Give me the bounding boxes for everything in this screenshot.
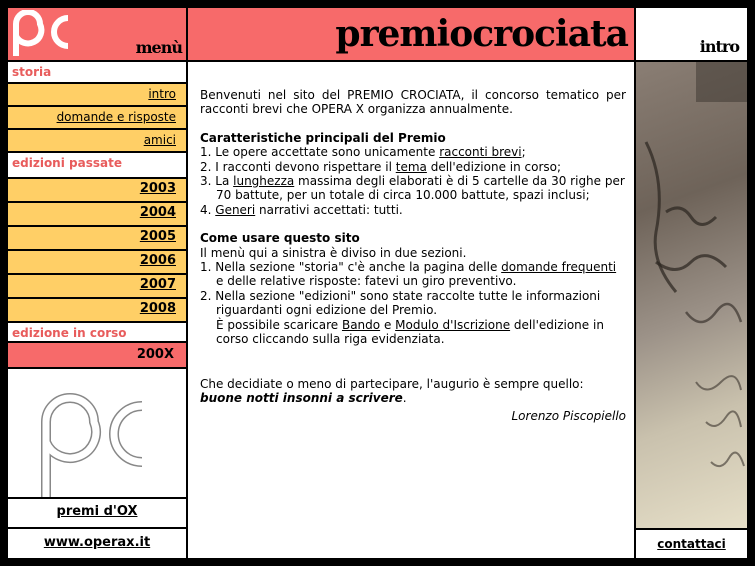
generi-link[interactable]: Generi <box>215 202 256 217</box>
sidebar-item-2006[interactable] <box>8 251 186 273</box>
menu-label: menù <box>135 38 182 57</box>
usage-heading: Come usare questo sito <box>200 231 360 246</box>
intro-paragraph: Benvenuti nel sito del PREMIO CROCIATA, il concorso tematico per racconti brevi che OPERA X organizza annualmente. <box>200 88 626 117</box>
title-header-box <box>188 8 634 60</box>
list-text: e delle relative risposte: fatevi un giro preventivo. <box>216 274 517 289</box>
manuscript-photo <box>636 62 747 528</box>
sidebar-item-label: amici <box>143 133 176 147</box>
list-item <box>200 145 626 159</box>
list-item <box>200 260 626 289</box>
list-text: 2. Nella sezione "edizioni" sono state raccolte tutte le informazioni riguardanti ogni edizione del Premio. <box>200 288 601 318</box>
closing-text: Che decidiate o meno di partecipare, l'augurio è sempre quello: <box>200 376 584 391</box>
sidebar-item-2003[interactable] <box>8 179 186 201</box>
manuscript-image <box>636 62 747 528</box>
closing-paragraph <box>200 377 626 406</box>
divider <box>8 497 186 499</box>
sidebar-item-2005[interactable] <box>8 227 186 249</box>
year-label: 2003 <box>139 181 176 196</box>
sidebar-item-domande[interactable] <box>8 107 186 128</box>
list-item <box>200 174 626 203</box>
main-content <box>188 62 634 558</box>
sidebar-item-intro[interactable] <box>8 84 186 105</box>
lunghezza-link[interactable]: lunghezza <box>233 174 295 189</box>
sidebar <box>8 62 186 558</box>
list-text: ; <box>521 145 526 160</box>
list-text: e <box>380 317 396 332</box>
sidebar-item-2008[interactable] <box>8 299 186 321</box>
modulo-iscrizione-link[interactable]: Modulo d'Iscrizione <box>395 317 511 332</box>
year-label: 2004 <box>139 205 176 220</box>
list-text: 1. Nella sezione "storia" c'è anche la pagina delle <box>200 260 502 275</box>
closing-motto: buone notti insonni a scrivere <box>200 390 403 405</box>
operax-site-link[interactable]: www.operax.it <box>43 535 151 550</box>
sidebar-item-2004[interactable] <box>8 203 186 225</box>
logo-header-box <box>8 8 186 60</box>
current-edition-label: 200X <box>136 347 174 362</box>
intro-header-box <box>636 8 747 60</box>
list-item <box>200 160 626 174</box>
intro-label: intro <box>699 37 739 56</box>
list-text: 4. <box>200 202 216 217</box>
list-text: 3. La <box>200 174 234 189</box>
contattaci-link[interactable]: contattaci <box>657 537 726 551</box>
list-item <box>200 289 626 347</box>
usage-list <box>200 260 626 346</box>
sidebar-item-current-edition[interactable] <box>8 343 186 367</box>
list-text: narrativi accettati: tutti. <box>255 202 403 217</box>
list-text: 1. Le opere accettate sono unicamente <box>200 145 440 160</box>
list-item <box>200 203 626 217</box>
domande-frequenti-link[interactable]: domande frequenti <box>501 260 617 275</box>
list-text: È possibile scaricare <box>216 317 342 332</box>
sidebar-item-label: intro <box>148 87 176 101</box>
year-label: 2007 <box>139 277 176 292</box>
divider <box>8 527 186 529</box>
bando-link[interactable]: Bando <box>341 317 381 332</box>
site-title: premiocrociata <box>335 13 628 55</box>
closing-text: . <box>402 390 407 405</box>
features-list <box>200 145 626 217</box>
list-text: 2. I racconti devono rispettare il <box>200 159 396 174</box>
contact-box <box>636 530 747 558</box>
year-label: 2006 <box>139 253 176 268</box>
sidebar-heading-edizioni-passate: edizioni passate <box>8 153 186 173</box>
usage-intro: Il menù qui a sinistra è diviso in due sezioni. <box>200 245 467 260</box>
premi-ox-link[interactable]: premi d'OX <box>56 504 138 519</box>
features-heading: Caratteristiche principali del Premio <box>200 130 446 145</box>
pc-logo-icon <box>12 10 72 58</box>
sidebar-item-label: domande e risposte <box>56 110 176 124</box>
list-text: dell'edizione in corso; <box>426 159 562 174</box>
divider <box>8 367 186 369</box>
sidebar-item-2007[interactable] <box>8 275 186 297</box>
year-label: 2005 <box>139 229 176 244</box>
sidebar-heading-storia: storia <box>8 62 186 82</box>
pc-logo-outline-icon <box>38 382 148 502</box>
racconti-brevi-link[interactable]: racconti brevi <box>439 145 522 160</box>
signature: Lorenzo Piscopiello <box>511 409 626 424</box>
year-label: 2008 <box>139 301 176 316</box>
list-text: dell'edizione in corso cliccando sulla riga evidenziata. <box>216 317 604 347</box>
list-text: massima degli elaborati è di 5 cartelle da 30 righe per 70 battute, per un totale di circa 10.000 battute, spazi inclusi; <box>216 174 625 203</box>
tema-link[interactable]: tema <box>395 159 427 174</box>
sidebar-item-amici[interactable] <box>8 130 186 151</box>
sidebar-heading-edizione-in-corso: edizione in corso <box>8 323 186 343</box>
